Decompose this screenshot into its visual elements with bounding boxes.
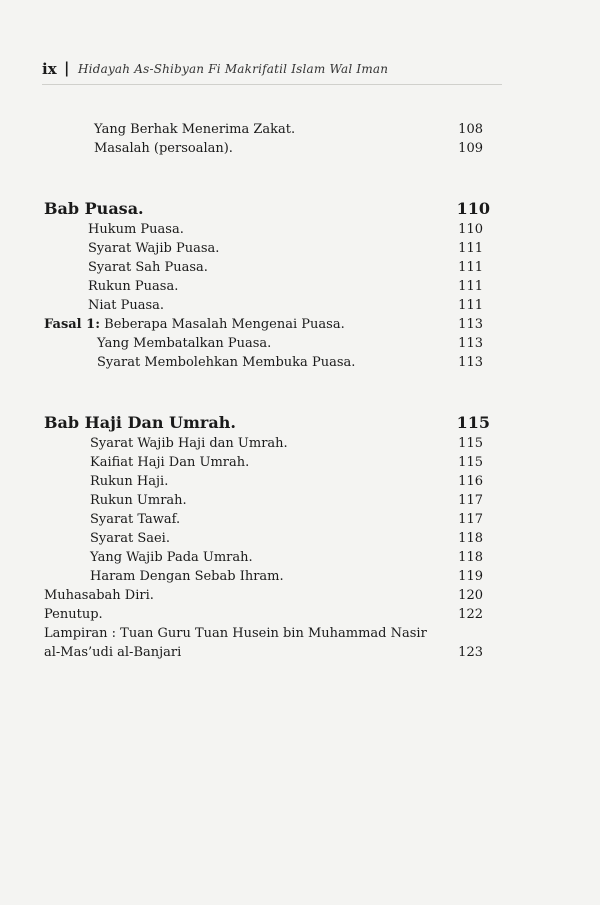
- chapter-page-number: 110: [456, 199, 490, 218]
- running-title: Hidayah As-Shibyan Fi Makrifatil Islam Wal Iman: [78, 62, 389, 76]
- toc-page-number: 111: [458, 260, 483, 275]
- page-header: [42, 60, 502, 85]
- toc-page-number: 111: [458, 241, 483, 256]
- fasal-title: Beberapa Masalah Mengenai Puasa.: [104, 317, 345, 332]
- toc-entry: Syarat Saei.: [90, 531, 170, 546]
- toc-page-number: 109: [458, 141, 483, 156]
- toc-entry: Syarat Wajib Haji dan Umrah.: [90, 436, 288, 451]
- toc-entry: Yang Membatalkan Puasa.: [97, 336, 272, 351]
- fasal-label: Fasal 1:: [44, 317, 100, 332]
- toc-entry: Syarat Membolehkan Membuka Puasa.: [97, 355, 356, 370]
- toc-entry: Penutup.: [44, 607, 103, 622]
- toc-page-number: 110: [458, 222, 483, 237]
- toc-page-number: 119: [458, 569, 483, 584]
- chapter-page-number: 115: [456, 413, 490, 432]
- toc-entry: Hukum Puasa.: [88, 222, 184, 237]
- toc-page-number: 123: [458, 645, 483, 660]
- fasal-entry: [44, 317, 345, 333]
- lampiran-entry-line2: al-Mas’udi al-Banjari: [44, 645, 182, 660]
- toc-page-number: 122: [458, 607, 483, 622]
- toc-page-number: 116: [458, 474, 483, 489]
- header-separator: |: [64, 59, 70, 77]
- toc-page-number: 115: [458, 436, 483, 451]
- toc-page-number: 113: [458, 336, 483, 351]
- toc-page-number: 117: [458, 493, 483, 508]
- page-number: ix: [42, 60, 57, 78]
- toc-entry: Niat Puasa.: [88, 298, 165, 313]
- chapter-heading: Bab Haji Dan Umrah.: [44, 413, 236, 432]
- toc-page-number: 118: [458, 531, 483, 546]
- toc-entry: Syarat Sah Puasa.: [88, 260, 208, 275]
- toc-entry: Syarat Wajib Puasa.: [88, 241, 220, 256]
- toc-entry: Yang Wajib Pada Umrah.: [90, 550, 253, 565]
- toc-entry: Syarat Tawaf.: [90, 512, 181, 527]
- toc-entry: Rukun Puasa.: [88, 279, 179, 294]
- toc-entry: Rukun Umrah.: [90, 493, 187, 508]
- chapter-heading: Bab Puasa.: [44, 199, 144, 218]
- toc-entry: Masalah (persoalan).: [94, 141, 233, 156]
- toc-page-number: 113: [458, 355, 483, 370]
- toc-entry: Rukun Haji.: [90, 474, 169, 489]
- toc-page-number: 111: [458, 279, 483, 294]
- toc-entry: Haram Dengan Sebab Ihram.: [90, 569, 284, 584]
- toc-page-number: 115: [458, 455, 483, 470]
- toc-entry: Kaifiat Haji Dan Umrah.: [90, 455, 250, 470]
- toc-entry: Yang Berhak Menerima Zakat.: [94, 122, 296, 137]
- toc-page-number: 111: [458, 298, 483, 313]
- toc-page-number: 120: [458, 588, 483, 603]
- toc-page-number: 118: [458, 550, 483, 565]
- lampiran-entry-line1: Lampiran : Tuan Guru Tuan Husein bin Muhammad Nasir: [44, 626, 427, 641]
- toc-page-number: 108: [458, 122, 483, 137]
- toc-entry: Muhasabah Diri.: [44, 588, 154, 603]
- toc-page-number: 113: [458, 317, 483, 332]
- toc-page-number: 117: [458, 512, 483, 527]
